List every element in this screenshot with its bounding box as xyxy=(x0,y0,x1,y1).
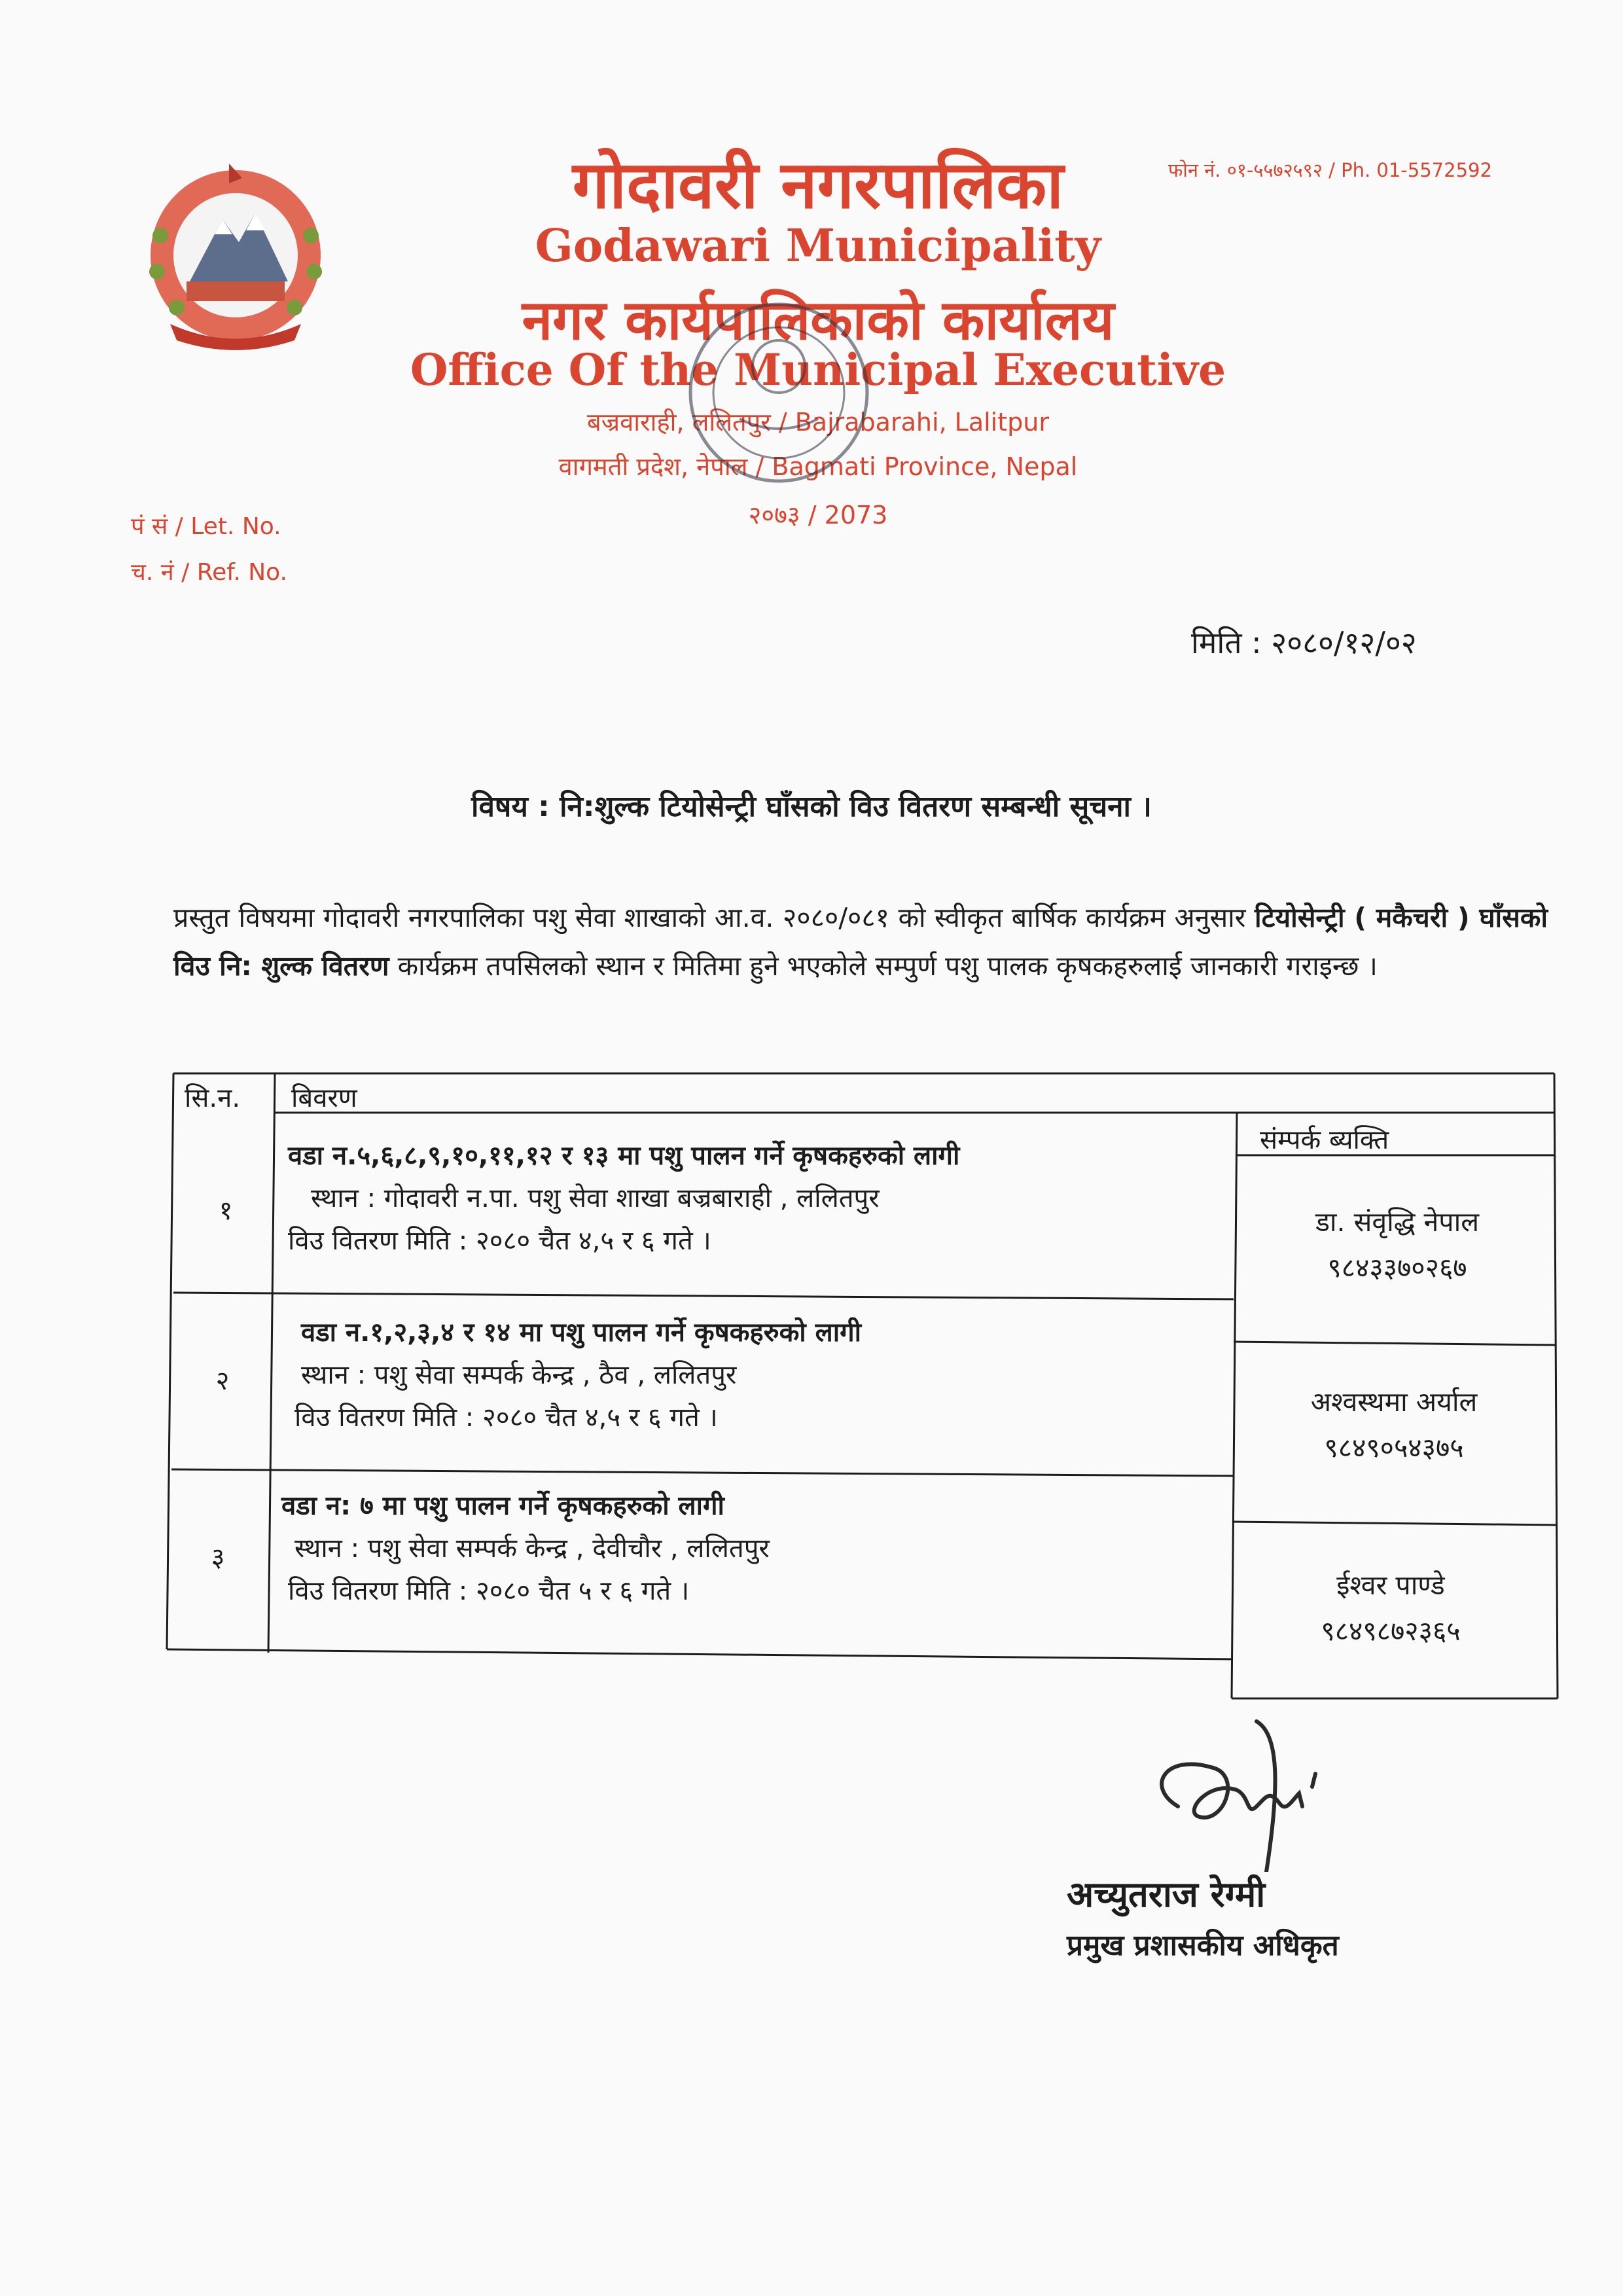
row-1-date: विउ वितरण मिति : २०८० चैत ४,५ र ६ गते । xyxy=(288,1226,711,1256)
municipality-name-nepali: गोदावरी नगरपालिका xyxy=(572,147,1064,223)
address-line-1: बज्रवाराही, ललितपुर / Bajrabarahi, Lalitpur xyxy=(587,408,1049,437)
row-2-date: विउ वितरण मिति : २०८० चैत ४,५ र ६ गते । xyxy=(294,1403,718,1433)
table-header-contact: संम्पर्क ब्यक्ति xyxy=(1260,1125,1389,1155)
row-2-sn: २ xyxy=(215,1366,230,1396)
handwritten-signature xyxy=(1139,1676,1387,1872)
row-3-contact-name: ईश्वर पाण्डे xyxy=(1336,1570,1445,1601)
signatory-name: अच्युतराज रेग्मी xyxy=(1067,1874,1266,1915)
row-3-title: वडा न: ७ मा पशु पालन गर्ने कृषकहरुको लागी xyxy=(281,1491,724,1521)
row-2-title: वडा न.१,२,३,४ र १४ मा पशु पालन गर्ने कृषकहरुको लागी xyxy=(301,1318,861,1348)
row-3-date: विउ वितरण मिति : २०८० चैत ५ र ६ गते । xyxy=(288,1576,690,1606)
office-name-nepali: नगर कार्यपालिकाको कार्यालय xyxy=(522,288,1115,352)
row-2-place: स्थान : पशु सेवा सम्पर्क केन्द्र , ठैव , ललितपुर xyxy=(301,1360,737,1390)
phone-number: फोन नं. ०१-५५७२५९२ / Ph. 01-5572592 xyxy=(1168,159,1492,181)
address-line-2: वागमती प्रदेश, नेपाल / Bagmati Province, Nepal xyxy=(558,452,1078,481)
row-1-sn: १ xyxy=(219,1196,233,1226)
letter-date: मिति : २०८०/१२/०२ xyxy=(1191,625,1417,660)
office-name-english: Office Of the Municipal Executive xyxy=(410,344,1226,395)
row-1-contact-phone: ९८४३३७०२६७ xyxy=(1327,1252,1467,1283)
letter-body-part2: कार्यक्रम तपसिलको स्थान र मितिमा हुने भएकोले सम्पुर्ण पशु पालक कृषकहरुलाई जानकारी गराइन्छ । xyxy=(389,950,1378,982)
table-header-description: बिवरण xyxy=(291,1083,357,1113)
reference-number-label: च. नं / Ref. No. xyxy=(131,559,287,586)
row-1-place: स्थान : गोदावरी न.पा. पशु सेवा शाखा बज्रबाराही , ललितपुर xyxy=(311,1183,880,1213)
letter-body-part1: प्रस्तुत विषयमा गोदावरी नगरपालिका पशु सेवा शाखाको आ.व. २०८०/०८१ को स्वीकृत बार्षिक कार्यक्रम अनुसार xyxy=(173,902,1255,933)
signatory-designation: प्रमुख प्रशासकीय अधिकृत xyxy=(1067,1929,1339,1962)
row-1-title: वडा न.५,६,८,९,१०,११,१२ र १३ मा पशु पालन गर्ने कृषकहरुको लागी xyxy=(288,1141,960,1171)
letter-body-emphasis: टियोसेन्ट्री ( मकैचरी ) घाँसको विउ नि: शुल्क वितरण xyxy=(173,902,1548,982)
table-header-sn: सि.न. xyxy=(185,1083,241,1113)
letter-number-label: पं सं / Let. No. xyxy=(131,513,281,540)
row-3-place: स्थान : पशु सेवा सम्पर्क केन्द्र , देवीचौर , ललितपुर xyxy=(294,1534,770,1564)
row-3-sn: ३ xyxy=(211,1543,225,1573)
letter-subject: विषय : नि:शुल्क टियोसेन्ट्री घाँसको विउ वितरण सम्बन्धी सूचना । xyxy=(471,790,1152,823)
municipality-name-english: Godawari Municipality xyxy=(535,220,1101,272)
row-2-contact-phone: ९८४९०५४३७५ xyxy=(1324,1432,1464,1463)
established-year: २०७३ / 2073 xyxy=(748,501,888,529)
row-3-contact-phone: ९८४९८७२३६५ xyxy=(1321,1615,1461,1647)
row-2-contact-name: अश्वस्थमा अर्याल xyxy=(1310,1386,1478,1418)
row-1-contact-name: डा. संवृद्धि नेपाल xyxy=(1315,1206,1479,1238)
